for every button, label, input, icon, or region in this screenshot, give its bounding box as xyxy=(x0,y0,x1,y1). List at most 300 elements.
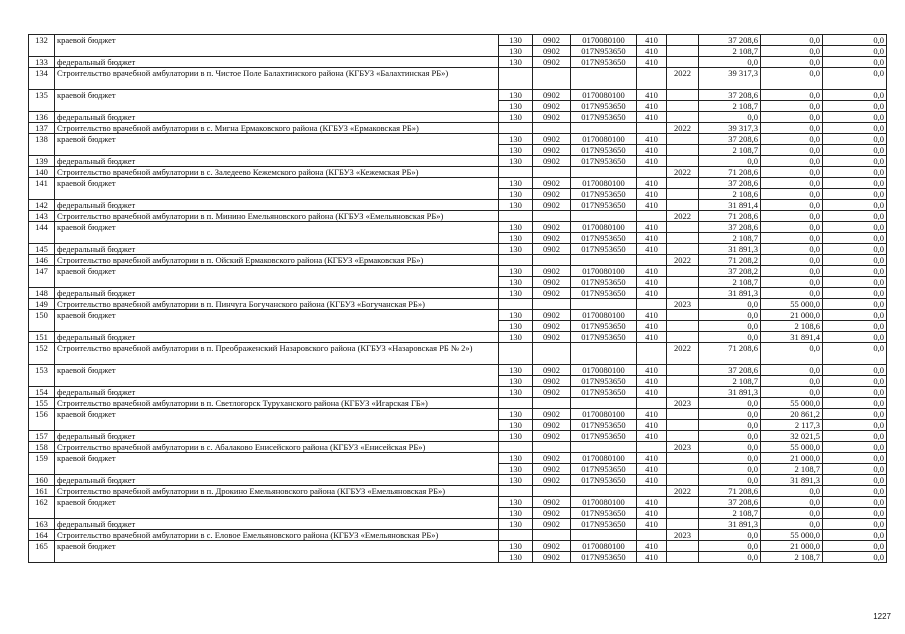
amount-3-cell: 0,0 xyxy=(823,200,887,211)
target-code-cell: 017N953650 xyxy=(571,233,637,244)
description-cell: Строительство врачебной амбулатории в с. Абалаково Енисейского района (КГБУЗ «Енисейская РБ») xyxy=(55,442,499,453)
admin-code-cell: 130 xyxy=(499,145,533,156)
row-number-cell: 139 xyxy=(29,156,55,167)
admin-code-cell: 130 xyxy=(499,35,533,46)
amount-2-cell: 20 861,2 xyxy=(761,409,823,420)
year-cell xyxy=(667,497,699,508)
amount-3-cell: 0,0 xyxy=(823,167,887,178)
amount-2-cell: 0,0 xyxy=(761,101,823,112)
section-code-cell: 0902 xyxy=(533,57,571,68)
expense-type-cell: 410 xyxy=(637,189,667,200)
description-cell: краевой бюджет xyxy=(55,541,499,563)
amount-1-cell: 0,0 xyxy=(699,453,761,464)
year-cell xyxy=(667,541,699,552)
description-cell: федеральный бюджет xyxy=(55,288,499,299)
section-code-cell xyxy=(533,123,571,134)
row-number-cell: 146 xyxy=(29,255,55,266)
target-code-cell: 017N953650 xyxy=(571,277,637,288)
expense-type-cell: 410 xyxy=(637,365,667,376)
amount-1-cell: 37 208,2 xyxy=(699,266,761,277)
target-code-cell: 0170080100 xyxy=(571,90,637,101)
target-code-cell: 0170080100 xyxy=(571,409,637,420)
amount-1-cell: 71 208,6 xyxy=(699,343,761,365)
amount-2-cell: 2 108,7 xyxy=(761,552,823,563)
section-code-cell: 0902 xyxy=(533,420,571,431)
amount-2-cell: 0,0 xyxy=(761,222,823,233)
row-number-cell: 140 xyxy=(29,167,55,178)
row-number-cell: 152 xyxy=(29,343,55,365)
amount-2-cell: 0,0 xyxy=(761,123,823,134)
table-row xyxy=(29,123,887,134)
row-number-cell: 161 xyxy=(29,486,55,497)
section-code-cell: 0902 xyxy=(533,310,571,321)
row-number-cell: 165 xyxy=(29,541,55,563)
table-body xyxy=(29,35,887,563)
section-code-cell: 0902 xyxy=(533,233,571,244)
expense-type-cell: 410 xyxy=(637,288,667,299)
amount-2-cell: 0,0 xyxy=(761,200,823,211)
amount-3-cell: 0,0 xyxy=(823,387,887,398)
table-row xyxy=(29,222,887,233)
admin-code-cell: 130 xyxy=(499,541,533,552)
admin-code-cell: 130 xyxy=(499,453,533,464)
amount-2-cell: 0,0 xyxy=(761,68,823,90)
amount-1-cell: 0,0 xyxy=(699,541,761,552)
section-code-cell: 0902 xyxy=(533,508,571,519)
year-cell xyxy=(667,409,699,420)
year-cell xyxy=(667,431,699,442)
row-number-cell: 141 xyxy=(29,178,55,200)
admin-code-cell: 130 xyxy=(499,266,533,277)
year-cell xyxy=(667,90,699,101)
row-number-cell: 147 xyxy=(29,266,55,288)
row-number-cell: 159 xyxy=(29,453,55,475)
expense-type-cell: 410 xyxy=(637,310,667,321)
amount-3-cell: 0,0 xyxy=(823,288,887,299)
table-row xyxy=(29,299,887,310)
amount-3-cell: 0,0 xyxy=(823,101,887,112)
description-cell: федеральный бюджет xyxy=(55,57,499,68)
amount-1-cell: 31 891,4 xyxy=(699,200,761,211)
amount-1-cell: 2 108,7 xyxy=(699,508,761,519)
amount-2-cell: 31 891,3 xyxy=(761,475,823,486)
amount-1-cell: 0,0 xyxy=(699,420,761,431)
expense-type-cell: 410 xyxy=(637,431,667,442)
amount-3-cell: 0,0 xyxy=(823,442,887,453)
row-number-cell: 137 xyxy=(29,123,55,134)
expense-type-cell: 410 xyxy=(637,453,667,464)
table-row xyxy=(29,332,887,343)
target-code-cell: 017N953650 xyxy=(571,189,637,200)
year-cell xyxy=(667,552,699,563)
row-number-cell: 135 xyxy=(29,90,55,112)
section-code-cell: 0902 xyxy=(533,266,571,277)
target-code-cell: 017N953650 xyxy=(571,46,637,57)
target-code-cell xyxy=(571,398,637,409)
amount-1-cell: 31 891,3 xyxy=(699,519,761,530)
target-code-cell: 0170080100 xyxy=(571,134,637,145)
description-cell: федеральный бюджет xyxy=(55,156,499,167)
row-number-cell: 155 xyxy=(29,398,55,409)
admin-code-cell: 130 xyxy=(499,244,533,255)
year-cell: 2023 xyxy=(667,299,699,310)
year-cell xyxy=(667,464,699,475)
section-code-cell: 0902 xyxy=(533,541,571,552)
amount-2-cell: 55 000,0 xyxy=(761,398,823,409)
expense-type-cell: 410 xyxy=(637,508,667,519)
admin-code-cell: 130 xyxy=(499,332,533,343)
admin-code-cell: 130 xyxy=(499,420,533,431)
target-code-cell xyxy=(571,486,637,497)
amount-1-cell: 0,0 xyxy=(699,310,761,321)
description-cell: Строительство врачебной амбулатории в с. Мигна Ермаковского района (КГБУЗ «Ермаковская РБ») xyxy=(55,123,499,134)
description-cell: федеральный бюджет xyxy=(55,387,499,398)
expense-type-cell: 410 xyxy=(637,266,667,277)
table-row xyxy=(29,244,887,255)
year-cell xyxy=(667,266,699,277)
description-cell: краевой бюджет xyxy=(55,90,499,112)
year-cell xyxy=(667,475,699,486)
amount-1-cell: 37 208,6 xyxy=(699,134,761,145)
description-cell: Строительство врачебной амбулатории в п. Ойский Ермаковского района (КГБУЗ «Ермаковская РБ») xyxy=(55,255,499,266)
admin-code-cell: 130 xyxy=(499,112,533,123)
section-code-cell: 0902 xyxy=(533,90,571,101)
amount-1-cell: 0,0 xyxy=(699,409,761,420)
amount-1-cell: 0,0 xyxy=(699,112,761,123)
amount-3-cell: 0,0 xyxy=(823,519,887,530)
amount-1-cell: 39 317,3 xyxy=(699,123,761,134)
admin-code-cell xyxy=(499,255,533,266)
expense-type-cell: 410 xyxy=(637,35,667,46)
table-row xyxy=(29,134,887,145)
amount-3-cell: 0,0 xyxy=(823,486,887,497)
admin-code-cell: 130 xyxy=(499,233,533,244)
target-code-cell xyxy=(571,255,637,266)
target-code-cell xyxy=(571,167,637,178)
section-code-cell: 0902 xyxy=(533,112,571,123)
amount-3-cell: 0,0 xyxy=(823,552,887,563)
amount-3-cell: 0,0 xyxy=(823,255,887,266)
expense-type-cell: 410 xyxy=(637,376,667,387)
admin-code-cell: 130 xyxy=(499,519,533,530)
table-row xyxy=(29,486,887,497)
admin-code-cell: 130 xyxy=(499,508,533,519)
admin-code-cell: 130 xyxy=(499,101,533,112)
amount-3-cell: 0,0 xyxy=(823,475,887,486)
year-cell xyxy=(667,46,699,57)
target-code-cell: 017N953650 xyxy=(571,101,637,112)
section-code-cell: 0902 xyxy=(533,288,571,299)
section-code-cell: 0902 xyxy=(533,189,571,200)
admin-code-cell xyxy=(499,68,533,90)
amount-1-cell: 0,0 xyxy=(699,57,761,68)
target-code-cell: 0170080100 xyxy=(571,266,637,277)
amount-3-cell: 0,0 xyxy=(823,178,887,189)
section-code-cell: 0902 xyxy=(533,134,571,145)
row-number-cell: 158 xyxy=(29,442,55,453)
table-row xyxy=(29,57,887,68)
expense-type-cell: 410 xyxy=(637,156,667,167)
amount-3-cell: 0,0 xyxy=(823,343,887,365)
admin-code-cell: 130 xyxy=(499,464,533,475)
year-cell xyxy=(667,453,699,464)
expense-type-cell xyxy=(637,486,667,497)
amount-1-cell: 71 208,6 xyxy=(699,211,761,222)
table-row xyxy=(29,497,887,508)
amount-3-cell: 0,0 xyxy=(823,90,887,101)
target-code-cell: 0170080100 xyxy=(571,453,637,464)
description-cell: краевой бюджет xyxy=(55,497,499,519)
expense-type-cell: 410 xyxy=(637,57,667,68)
target-code-cell xyxy=(571,299,637,310)
amount-3-cell: 0,0 xyxy=(823,189,887,200)
table-row xyxy=(29,200,887,211)
table-row xyxy=(29,519,887,530)
description-cell: краевой бюджет xyxy=(55,266,499,288)
admin-code-cell: 130 xyxy=(499,321,533,332)
table-row xyxy=(29,35,887,46)
table-row xyxy=(29,453,887,464)
target-code-cell: 017N953650 xyxy=(571,387,637,398)
section-code-cell xyxy=(533,442,571,453)
target-code-cell: 0170080100 xyxy=(571,541,637,552)
amount-2-cell: 2 117,3 xyxy=(761,420,823,431)
year-cell xyxy=(667,387,699,398)
amount-3-cell: 0,0 xyxy=(823,420,887,431)
admin-code-cell: 130 xyxy=(499,475,533,486)
section-code-cell: 0902 xyxy=(533,101,571,112)
year-cell xyxy=(667,244,699,255)
description-cell: Строительство врачебной амбулатории в п. Пинчуга Богучанского района (КГБУЗ «Богучанская РБ») xyxy=(55,299,499,310)
amount-1-cell: 2 108,7 xyxy=(699,46,761,57)
target-code-cell: 017N953650 xyxy=(571,552,637,563)
target-code-cell: 017N953650 xyxy=(571,200,637,211)
row-number-cell: 150 xyxy=(29,310,55,332)
amount-2-cell: 0,0 xyxy=(761,387,823,398)
row-number-cell: 162 xyxy=(29,497,55,519)
admin-code-cell: 130 xyxy=(499,90,533,101)
amount-1-cell: 31 891,3 xyxy=(699,288,761,299)
amount-2-cell: 21 000,0 xyxy=(761,453,823,464)
amount-3-cell: 0,0 xyxy=(823,266,887,277)
year-cell xyxy=(667,35,699,46)
section-code-cell: 0902 xyxy=(533,376,571,387)
amount-3-cell: 0,0 xyxy=(823,211,887,222)
table-row xyxy=(29,211,887,222)
amount-2-cell: 0,0 xyxy=(761,343,823,365)
target-code-cell: 0170080100 xyxy=(571,222,637,233)
admin-code-cell: 130 xyxy=(499,409,533,420)
amount-2-cell: 0,0 xyxy=(761,266,823,277)
target-code-cell xyxy=(571,211,637,222)
admin-code-cell: 130 xyxy=(499,178,533,189)
expense-type-cell: 410 xyxy=(637,244,667,255)
target-code-cell: 017N953650 xyxy=(571,156,637,167)
section-code-cell: 0902 xyxy=(533,35,571,46)
table-row xyxy=(29,266,887,277)
section-code-cell: 0902 xyxy=(533,497,571,508)
admin-code-cell: 130 xyxy=(499,288,533,299)
expense-type-cell: 410 xyxy=(637,277,667,288)
year-cell xyxy=(667,233,699,244)
year-cell xyxy=(667,57,699,68)
year-cell xyxy=(667,178,699,189)
expense-type-cell xyxy=(637,167,667,178)
expense-type-cell: 410 xyxy=(637,200,667,211)
amount-2-cell: 0,0 xyxy=(761,365,823,376)
amount-3-cell: 0,0 xyxy=(823,134,887,145)
row-number-cell: 157 xyxy=(29,431,55,442)
amount-2-cell: 0,0 xyxy=(761,288,823,299)
amount-1-cell: 37 208,6 xyxy=(699,222,761,233)
expense-type-cell: 410 xyxy=(637,387,667,398)
amount-2-cell: 21 000,0 xyxy=(761,541,823,552)
expense-type-cell: 410 xyxy=(637,46,667,57)
admin-code-cell: 130 xyxy=(499,222,533,233)
section-code-cell xyxy=(533,398,571,409)
expense-type-cell: 410 xyxy=(637,541,667,552)
amount-2-cell: 0,0 xyxy=(761,35,823,46)
section-code-cell xyxy=(533,255,571,266)
amount-2-cell: 32 021,5 xyxy=(761,431,823,442)
target-code-cell: 017N953650 xyxy=(571,431,637,442)
section-code-cell: 0902 xyxy=(533,156,571,167)
amount-3-cell: 0,0 xyxy=(823,409,887,420)
target-code-cell: 017N953650 xyxy=(571,145,637,156)
section-code-cell: 0902 xyxy=(533,200,571,211)
amount-1-cell: 37 208,6 xyxy=(699,178,761,189)
section-code-cell: 0902 xyxy=(533,365,571,376)
amount-2-cell: 0,0 xyxy=(761,156,823,167)
section-code-cell xyxy=(533,211,571,222)
section-code-cell: 0902 xyxy=(533,464,571,475)
target-code-cell: 0170080100 xyxy=(571,310,637,321)
amount-1-cell: 2 108,7 xyxy=(699,233,761,244)
amount-2-cell: 0,0 xyxy=(761,497,823,508)
expense-type-cell: 410 xyxy=(637,233,667,244)
admin-code-cell xyxy=(499,530,533,541)
year-cell xyxy=(667,156,699,167)
expense-type-cell xyxy=(637,442,667,453)
description-cell: федеральный бюджет xyxy=(55,475,499,486)
table-row xyxy=(29,90,887,101)
amount-3-cell: 0,0 xyxy=(823,233,887,244)
table-row xyxy=(29,530,887,541)
amount-2-cell: 0,0 xyxy=(761,486,823,497)
year-cell: 2023 xyxy=(667,442,699,453)
admin-code-cell xyxy=(499,167,533,178)
amount-3-cell: 0,0 xyxy=(823,508,887,519)
admin-code-cell: 130 xyxy=(499,134,533,145)
year-cell xyxy=(667,101,699,112)
section-code-cell: 0902 xyxy=(533,387,571,398)
row-number-cell: 148 xyxy=(29,288,55,299)
expense-type-cell: 410 xyxy=(637,178,667,189)
expense-type-cell xyxy=(637,343,667,365)
amount-3-cell: 0,0 xyxy=(823,156,887,167)
table-row xyxy=(29,398,887,409)
year-cell: 2022 xyxy=(667,255,699,266)
admin-code-cell: 130 xyxy=(499,277,533,288)
amount-3-cell: 0,0 xyxy=(823,453,887,464)
description-cell: Строительство врачебной амбулатории в п. Светлогорск Туруханского района (КГБУЗ «Игарская ГБ») xyxy=(55,398,499,409)
description-cell: федеральный бюджет xyxy=(55,112,499,123)
section-code-cell: 0902 xyxy=(533,145,571,156)
year-cell xyxy=(667,321,699,332)
row-number-cell: 136 xyxy=(29,112,55,123)
expense-type-cell xyxy=(637,211,667,222)
target-code-cell: 017N953650 xyxy=(571,321,637,332)
admin-code-cell xyxy=(499,486,533,497)
amount-1-cell: 37 208,6 xyxy=(699,35,761,46)
year-cell xyxy=(667,222,699,233)
expense-type-cell: 410 xyxy=(637,332,667,343)
amount-1-cell: 2 108,6 xyxy=(699,189,761,200)
row-number-cell: 138 xyxy=(29,134,55,156)
table-row xyxy=(29,288,887,299)
section-code-cell: 0902 xyxy=(533,475,571,486)
description-cell: краевой бюджет xyxy=(55,134,499,156)
amount-3-cell: 0,0 xyxy=(823,541,887,552)
description-cell: федеральный бюджет xyxy=(55,431,499,442)
target-code-cell: 017N953650 xyxy=(571,475,637,486)
admin-code-cell: 130 xyxy=(499,497,533,508)
table-row xyxy=(29,475,887,486)
expense-type-cell: 410 xyxy=(637,321,667,332)
amount-3-cell: 0,0 xyxy=(823,464,887,475)
amount-2-cell: 2 108,7 xyxy=(761,464,823,475)
amount-2-cell: 21 000,0 xyxy=(761,310,823,321)
year-cell: 2023 xyxy=(667,398,699,409)
amount-2-cell: 0,0 xyxy=(761,211,823,222)
table-row xyxy=(29,178,887,189)
target-code-cell: 017N953650 xyxy=(571,376,637,387)
year-cell xyxy=(667,420,699,431)
target-code-cell xyxy=(571,442,637,453)
expense-type-cell: 410 xyxy=(637,90,667,101)
table-row xyxy=(29,365,887,376)
amount-1-cell: 0,0 xyxy=(699,398,761,409)
target-code-cell xyxy=(571,343,637,365)
table-row xyxy=(29,409,887,420)
year-cell: 2022 xyxy=(667,486,699,497)
row-number-cell: 151 xyxy=(29,332,55,343)
section-code-cell: 0902 xyxy=(533,519,571,530)
year-cell: 2022 xyxy=(667,167,699,178)
amount-3-cell: 0,0 xyxy=(823,112,887,123)
table-row xyxy=(29,343,887,365)
row-number-cell: 144 xyxy=(29,222,55,244)
amount-3-cell: 0,0 xyxy=(823,299,887,310)
amount-3-cell: 0,0 xyxy=(823,277,887,288)
amount-3-cell: 0,0 xyxy=(823,332,887,343)
target-code-cell: 017N953650 xyxy=(571,244,637,255)
amount-3-cell: 0,0 xyxy=(823,222,887,233)
year-cell xyxy=(667,200,699,211)
target-code-cell xyxy=(571,68,637,90)
expense-type-cell xyxy=(637,299,667,310)
expense-type-cell: 410 xyxy=(637,464,667,475)
amount-1-cell: 0,0 xyxy=(699,464,761,475)
admin-code-cell: 130 xyxy=(499,156,533,167)
table-row xyxy=(29,112,887,123)
amount-1-cell: 31 891,3 xyxy=(699,387,761,398)
amount-2-cell: 0,0 xyxy=(761,178,823,189)
amount-3-cell: 0,0 xyxy=(823,46,887,57)
amount-2-cell: 0,0 xyxy=(761,376,823,387)
expense-type-cell xyxy=(637,68,667,90)
expense-type-cell: 410 xyxy=(637,222,667,233)
